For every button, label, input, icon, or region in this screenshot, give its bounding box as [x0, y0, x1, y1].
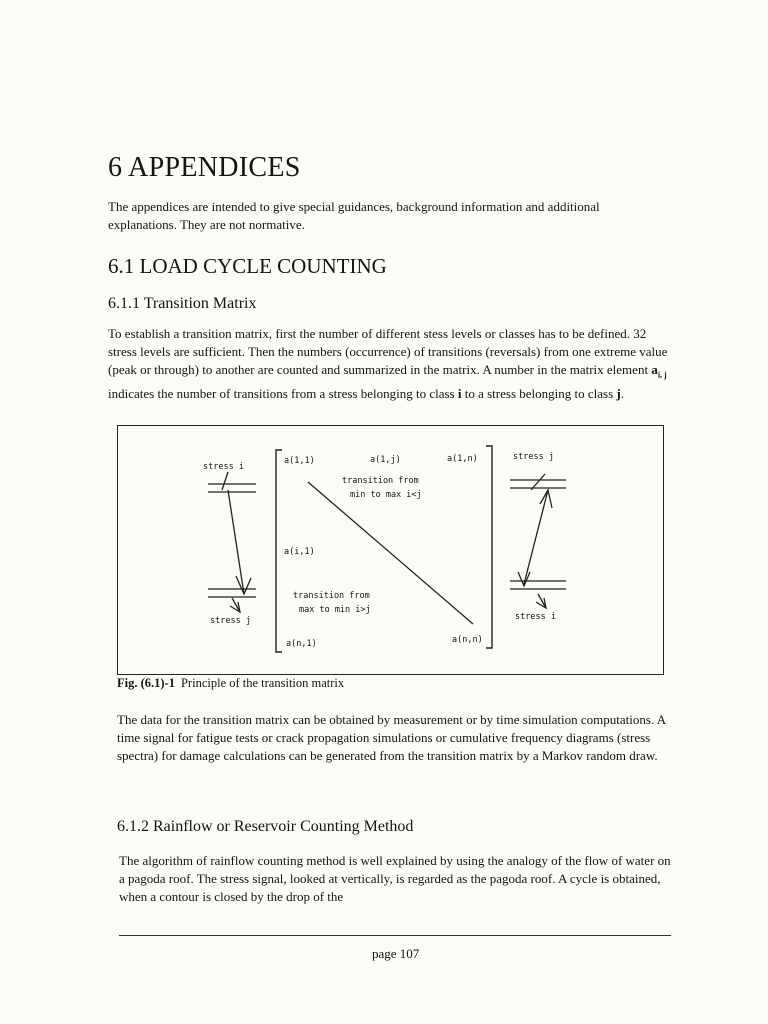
upper-region-line1: transition from	[342, 476, 419, 486]
intro-paragraph: The appendices are intended to give special guidances, background information and additional explanations. They are not normative.	[108, 199, 600, 232]
right-top-label: stress j	[513, 452, 554, 462]
para-text-1: To establish a transition matrix, first the number of different stess levels or classes has to be defined. 32 stress levels are sufficient. Then the numbers (occurrence) of transitions (reversals) from one extreme value (peak or through) to another are counted and summarized in the matrix. A number in the matrix element	[108, 326, 668, 377]
para-text-3: to a stress belonging to class	[461, 385, 617, 401]
matrix-label-ai1: a(i,1)	[284, 547, 315, 557]
left-transition-symbol	[208, 472, 256, 612]
figure-caption	[117, 676, 344, 691]
matrix-label-ann: a(n,n)	[452, 635, 483, 645]
footer-rule	[119, 935, 671, 936]
matrix-label-a1j: a(1,j)	[370, 455, 401, 465]
left-top-label: stress i	[203, 462, 244, 472]
left-bottom-label: stress j	[210, 616, 251, 626]
matrix-element-symbol: a	[651, 362, 658, 377]
subsection-heading-transition-matrix: 6.1.1 Transition Matrix	[108, 295, 257, 312]
matrix-label-a1n: a(1,n)	[447, 454, 478, 464]
transition-matrix-figure	[117, 425, 664, 675]
right-transition-symbol	[510, 474, 566, 608]
class-j-symbol: j	[616, 385, 621, 401]
matrix-element-subscript: i, j	[657, 370, 667, 380]
right-bottom-label: stress i	[515, 612, 556, 622]
matrix-label-a11: a(1,1)	[284, 456, 315, 466]
matrix-left-bracket	[276, 450, 282, 652]
page-number: page 107	[372, 946, 420, 961]
para-text-4: .	[620, 385, 624, 401]
upper-region-line2: min to max i<j	[350, 490, 422, 500]
caption-text: Principle of the transition matrix	[180, 676, 345, 690]
para-text-2: indicates the number of transitions from a stress belonging to class	[108, 385, 458, 401]
matrix-right-bracket	[486, 446, 492, 648]
lower-region-line2: max to min i>j	[299, 605, 371, 615]
subsection-heading-rainflow: 6.1.2 Rainflow or Reservoir Counting Method	[117, 818, 414, 835]
section-heading: 6.1 LOAD CYCLE COUNTING	[108, 254, 387, 278]
rainflow-paragraph: The algorithm of rainflow counting method is well explained by using the analogy of the flow of water on a pagoda roof. The stress signal, looked at vertically, is regarded as the pagoda roof. A cycle is obtained, when a contour is closed by the drop of the	[119, 853, 671, 904]
matrix-diagonal	[308, 482, 473, 624]
lower-region-line1: transition from	[293, 591, 370, 601]
transition-matrix-paragraph	[108, 325, 668, 403]
matrix-label-an1: a(n,1)	[286, 639, 317, 649]
caption-label: Fig. (6.1)-1	[117, 676, 175, 690]
page-heading: 6 APPENDICES	[108, 152, 301, 183]
class-i-symbol: i	[457, 385, 462, 401]
data-source-paragraph: The data for the transition matrix can be obtained by measurement or by time simulation computations. A time signal for fatigue tests or crack propagation simulations or cumulative frequency diagrams (stress spectra) for damage calculations can be generated from the transition matrix by a Markov random draw.	[117, 712, 666, 763]
